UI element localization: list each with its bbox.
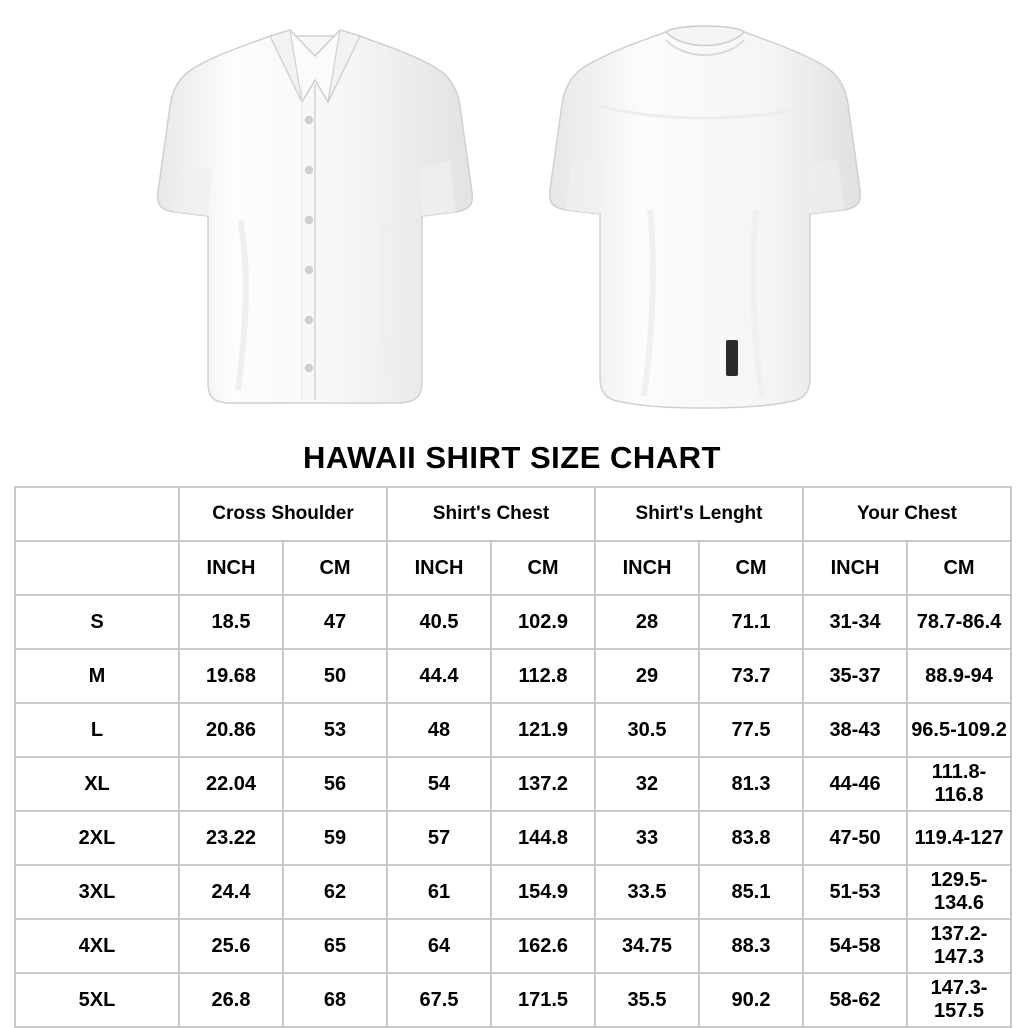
cell-your-chest-inch: 54-58 [803,919,907,973]
cell-your-chest-cm: 88.9-94 [907,649,1011,703]
cell-cross-shoulder-inch: 18.5 [179,595,283,649]
size-chart-table [14,486,1012,1028]
table-row [15,811,1011,865]
cell-cross-shoulder-cm: 62 [283,865,387,919]
cell-your-chest-inch: 31-34 [803,595,907,649]
shirt-front-view [150,10,480,430]
table-row [15,757,1011,811]
table-row [15,865,1011,919]
cell-cross-shoulder-cm: 56 [283,757,387,811]
cell-length-inch: 28 [595,595,699,649]
cell-cross-shoulder-cm: 65 [283,919,387,973]
cell-length-inch: 33.5 [595,865,699,919]
cell-length-cm: 85.1 [699,865,803,919]
cell-chest-inch: 67.5 [387,973,491,1027]
cell-chest-inch: 61 [387,865,491,919]
cell-cross-shoulder-inch: 23.22 [179,811,283,865]
cell-chest-inch: 57 [387,811,491,865]
unit-cross-shoulder-cm: CM [283,541,387,595]
header-shirts-chest: Shirt's Chest [387,487,595,541]
row-size-label: M [15,649,179,703]
header-shirts-length: Shirt's Lenght [595,487,803,541]
table-corner-cell [15,487,179,541]
cell-your-chest-cm: 137.2-147.3 [907,919,1011,973]
cell-length-cm: 83.8 [699,811,803,865]
unit-chest-cm: CM [491,541,595,595]
cell-length-cm: 71.1 [699,595,803,649]
row-size-label: 2XL [15,811,179,865]
cell-cross-shoulder-inch: 19.68 [179,649,283,703]
cell-chest-cm: 137.2 [491,757,595,811]
unit-your-chest-inch: INCH [803,541,907,595]
cell-cross-shoulder-inch: 26.8 [179,973,283,1027]
table-row [15,595,1011,649]
cell-cross-shoulder-inch: 20.86 [179,703,283,757]
cell-your-chest-cm: 119.4-127 [907,811,1011,865]
cell-your-chest-inch: 35-37 [803,649,907,703]
cell-length-inch: 30.5 [595,703,699,757]
cell-length-cm: 90.2 [699,973,803,1027]
header-your-chest: Your Chest [803,487,1011,541]
cell-chest-cm: 112.8 [491,649,595,703]
cell-length-inch: 33 [595,811,699,865]
row-size-label: 4XL [15,919,179,973]
page-title: HAWAII SHIRT SIZE CHART [303,440,721,475]
cell-your-chest-inch: 47-50 [803,811,907,865]
cell-chest-inch: 64 [387,919,491,973]
cell-length-inch: 34.75 [595,919,699,973]
unit-chest-inch: INCH [387,541,491,595]
cell-chest-inch: 54 [387,757,491,811]
cell-your-chest-cm: 129.5-134.6 [907,865,1011,919]
unit-cross-shoulder-inch: INCH [179,541,283,595]
cell-your-chest-inch: 44-46 [803,757,907,811]
cell-cross-shoulder-cm: 68 [283,973,387,1027]
table-row [15,703,1011,757]
row-size-label: S [15,595,179,649]
cell-length-inch: 29 [595,649,699,703]
cell-length-inch: 35.5 [595,973,699,1027]
cell-cross-shoulder-inch: 24.4 [179,865,283,919]
cell-chest-cm: 162.6 [491,919,595,973]
cell-length-cm: 77.5 [699,703,803,757]
cell-your-chest-inch: 51-53 [803,865,907,919]
unit-corner-cell [15,541,179,595]
cell-cross-shoulder-inch: 22.04 [179,757,283,811]
cell-length-cm: 88.3 [699,919,803,973]
cell-cross-shoulder-cm: 59 [283,811,387,865]
cell-cross-shoulder-cm: 50 [283,649,387,703]
cell-cross-shoulder-cm: 47 [283,595,387,649]
unit-your-chest-cm: CM [907,541,1011,595]
row-size-label: XL [15,757,179,811]
cell-chest-cm: 154.9 [491,865,595,919]
cell-your-chest-cm: 147.3-157.5 [907,973,1011,1027]
row-size-label: 3XL [15,865,179,919]
shirt-illustrations [0,0,1024,440]
cell-your-chest-inch: 38-43 [803,703,907,757]
cell-chest-cm: 121.9 [491,703,595,757]
header-cross-shoulder: Cross Shoulder [179,487,387,541]
cell-chest-cm: 144.8 [491,811,595,865]
cell-your-chest-cm: 96.5-109.2 [907,703,1011,757]
cell-chest-cm: 171.5 [491,973,595,1027]
unit-length-inch: INCH [595,541,699,595]
cell-your-chest-inch: 58-62 [803,973,907,1027]
cell-chest-inch: 40.5 [387,595,491,649]
row-size-label: L [15,703,179,757]
table-unit-header-row [15,541,1011,595]
cell-cross-shoulder-cm: 53 [283,703,387,757]
cell-chest-inch: 48 [387,703,491,757]
table-row [15,649,1011,703]
shirt-back-view [540,10,870,430]
cell-cross-shoulder-inch: 25.6 [179,919,283,973]
cell-length-cm: 81.3 [699,757,803,811]
table-row [15,973,1011,1027]
row-size-label: 5XL [15,973,179,1027]
table-group-header-row [15,487,1011,541]
unit-length-cm: CM [699,541,803,595]
cell-length-inch: 32 [595,757,699,811]
cell-chest-inch: 44.4 [387,649,491,703]
table-row [15,919,1011,973]
cell-length-cm: 73.7 [699,649,803,703]
cell-chest-cm: 102.9 [491,595,595,649]
cell-your-chest-cm: 111.8-116.8 [907,757,1011,811]
size-chart-table-wrap [0,486,1024,1028]
cell-your-chest-cm: 78.7-86.4 [907,595,1011,649]
